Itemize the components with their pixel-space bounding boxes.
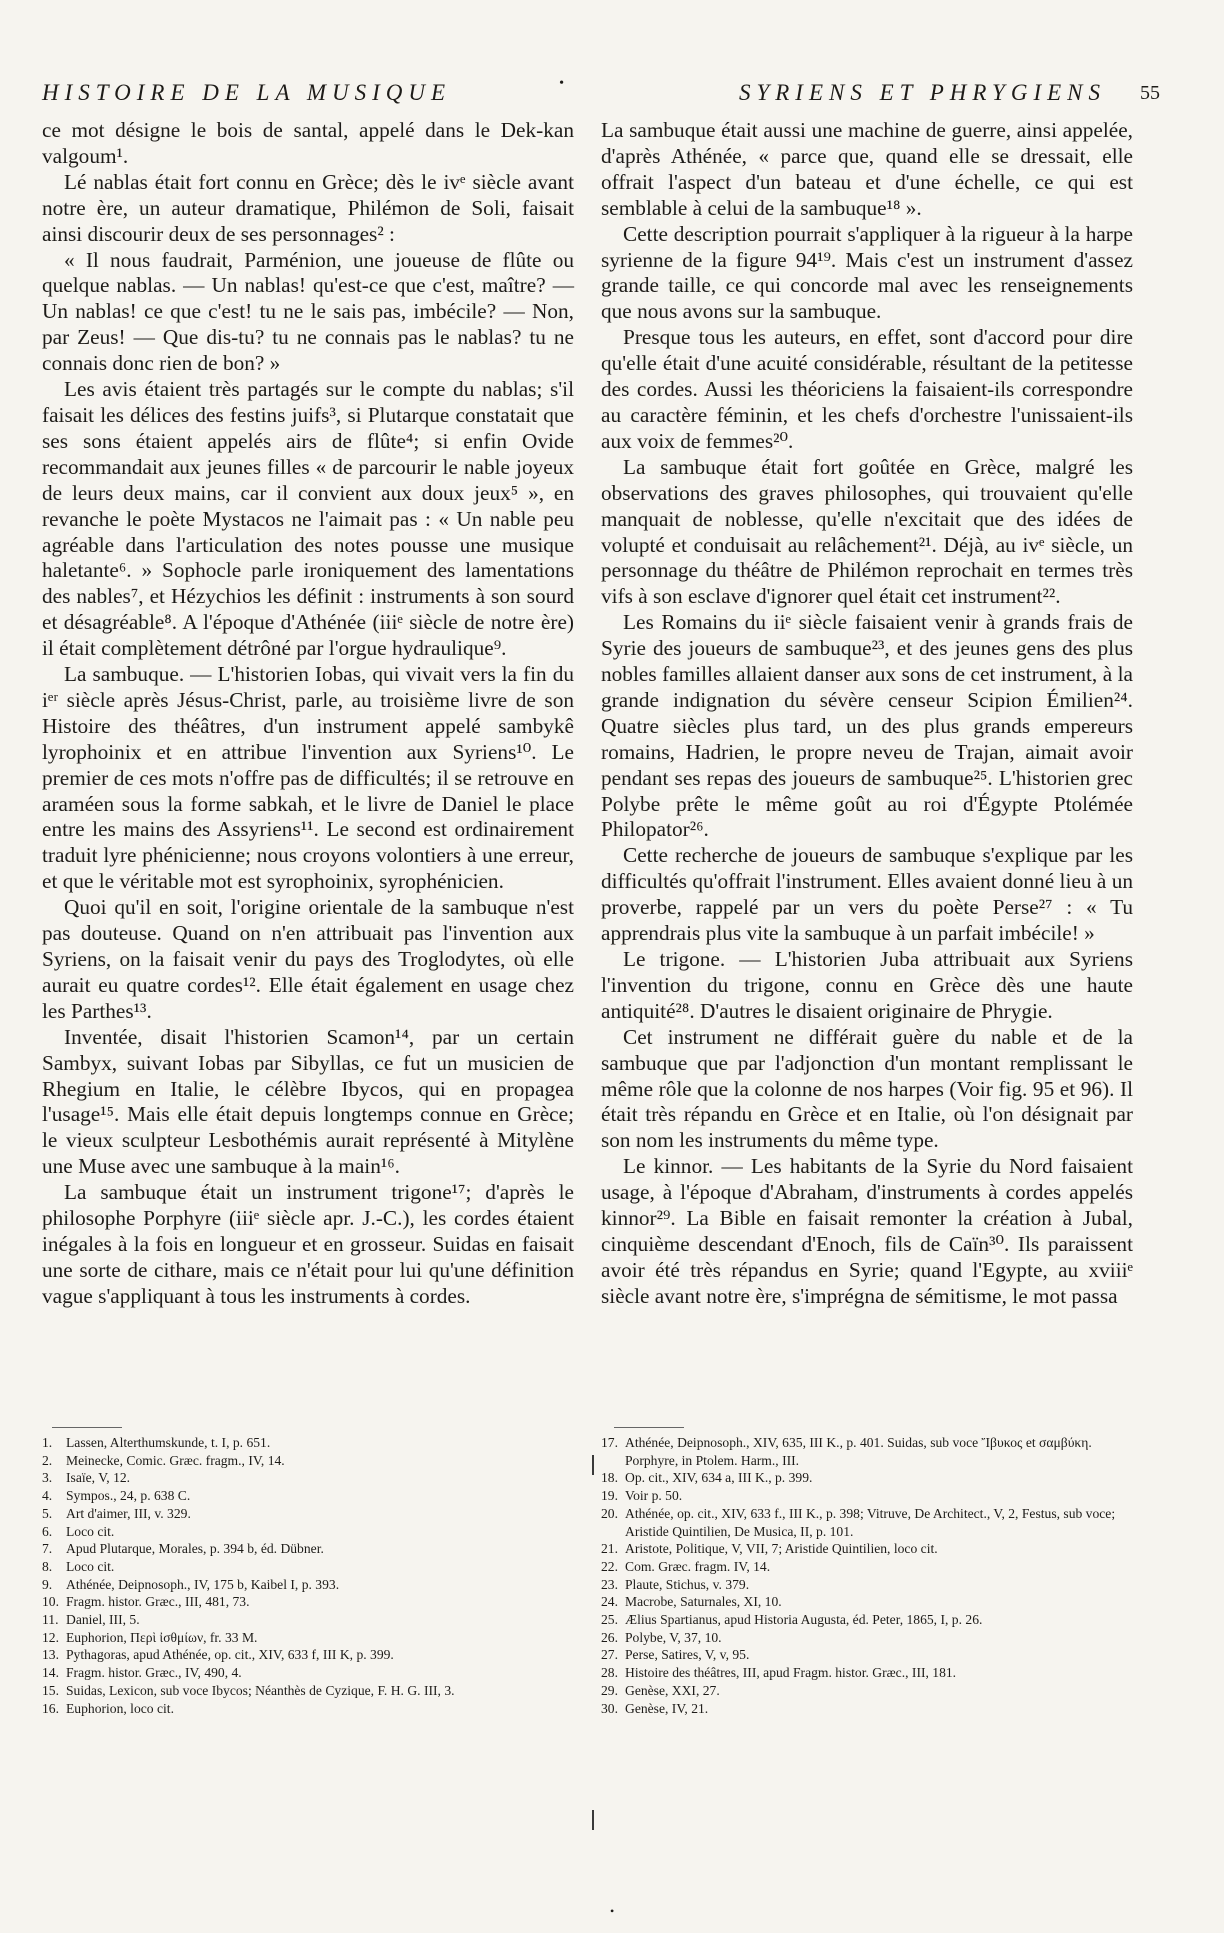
footnote-number: 17. xyxy=(601,1435,618,1450)
footnote xyxy=(601,1611,1133,1629)
running-title-left: HISTOIRE DE LA MUSIQUE xyxy=(42,80,452,105)
footnote xyxy=(601,1558,1133,1576)
footnote-number: 20. xyxy=(601,1505,618,1521)
left-text-column xyxy=(42,118,574,1310)
footnote-text: Histoire des théâtres, III, apud Fragm. histor. Græc., III, 181. xyxy=(625,1665,957,1681)
footnote-number: 14. xyxy=(42,1665,59,1681)
quotation-paragraph: « Il nous faudrait, Parménion, une joueuse de flûte ou quelque nablas. — Un nablas! qu'est-ce que c'est, maître? — Un nablas! ce que c'est! tu ne le sais pas, imbécile? — Non, par Zeus! — Que dis-tu? tu ne connais pas le nablas? tu ne connais donc rien de bon? » xyxy=(42,247,574,376)
footnote-number: 19. xyxy=(601,1488,618,1504)
footnote-text: Perse, Satires, V, v, 95. xyxy=(625,1647,750,1663)
footnote xyxy=(42,1558,574,1576)
footnote-number: 4. xyxy=(42,1488,53,1504)
footnote xyxy=(42,1593,574,1611)
footnote-text: Ælius Spartianus, apud Historia Augusta, éd. Peter, 1865, I, p. 26. xyxy=(625,1612,983,1628)
footnote-rule xyxy=(52,1427,122,1428)
footnote-number: 23. xyxy=(601,1576,618,1592)
paragraph: La sambuque était un instrument trigone¹⁷; d'après le philosophe Porphyre (iiiᵉ siècle apr. J.-C.), les cordes étaient inégales à la fois en longueur et en grosseur. Suidas en faisait une sorte de cithare, mais ce n'était pour lui qu'une définition vague s'appliquant à tous les instruments à cordes. xyxy=(42,1180,574,1308)
footnote xyxy=(42,1629,574,1647)
footnote-number: 25. xyxy=(601,1612,618,1628)
footnote-text: Daniel, III, 5. xyxy=(66,1612,140,1628)
footnote xyxy=(601,1646,1133,1664)
footnote xyxy=(601,1434,1133,1469)
footnote xyxy=(42,1664,574,1682)
paragraph: Presque tous les auteurs, en effet, sont d'accord pour dire qu'elle était d'une acuité considérable, résultant de la petitesse des cordes. Aussi les théoriciens la faisaient-ils correspondre au caractère féminin, et les chefs d'orchestre l'unissaient-ils aux voix de femmes²⁰. xyxy=(601,325,1133,453)
footnote-number: 28. xyxy=(601,1665,618,1681)
section-sambuque: La sambuque. — L'historien Iobas, qui vivait vers la fin du iᵉʳ siècle après Jésus-Christ, parle, au troisième livre de son Histoire des théâtres, d'un instrument appelé sambykê lyrophoinix et en attribue l'invention aux Syriens¹⁰. Le premier de ces mots n'offre pas de difficultés; il se retrouve en araméen sous la forme sabkah, et le livre de Daniel le place entre les mains des Assyriens¹¹. Le second est ordinairement traduit lyre phénicienne; nous croyons volontiers à une erreur, et que le véritable mot est syrophoinix, syrophénicien. xyxy=(42,662,574,894)
bottom-ornament: • xyxy=(610,1904,615,1918)
footnote-text: Loco cit. xyxy=(66,1523,115,1539)
footnote-number: 9. xyxy=(42,1576,53,1592)
footnote xyxy=(42,1700,574,1718)
footnote-number: 8. xyxy=(42,1558,53,1574)
footnote xyxy=(42,1469,574,1487)
footnote-text: Meinecke, Comic. Græc. fragm., IV, 14. xyxy=(66,1452,285,1468)
footnote-number: 6. xyxy=(42,1523,53,1539)
footnotes-right xyxy=(601,1434,1133,1717)
footnote xyxy=(601,1540,1133,1558)
footnote-number: 18. xyxy=(601,1470,618,1486)
footnote xyxy=(601,1487,1133,1505)
footnote-number: 22. xyxy=(601,1558,618,1574)
footnote-text: Lassen, Alterthumskunde, t. I, p. 651. xyxy=(66,1435,271,1450)
gutter-mark xyxy=(592,1455,594,1475)
footnote-number: 11. xyxy=(42,1612,59,1628)
footnote-number: 15. xyxy=(42,1682,59,1698)
footnote xyxy=(601,1700,1133,1718)
footnote xyxy=(42,1682,574,1700)
footnote xyxy=(42,1576,574,1594)
gutter-mark xyxy=(592,1810,594,1830)
footnote-text: Com. Græc. fragm. IV, 14. xyxy=(625,1558,771,1574)
paragraph: Cette recherche de joueurs de sambuque s'explique par les difficultés qu'offrait l'instrument. Elles avaient donné lieu à un proverbe, rappelé par un vers du poète Perse²⁷ : « Tu apprendrais plus vite la sambuque à un parfait imbécile! » xyxy=(601,843,1133,946)
footnote-text: Op. cit., XIV, 634 a, III K., p. 399. xyxy=(625,1470,813,1486)
footnote-text: Polybe, V, 37, 10. xyxy=(625,1629,722,1645)
footnotes-left xyxy=(42,1434,574,1717)
footnote-number: 10. xyxy=(42,1594,59,1610)
paragraph: Lé nablas était fort connu en Grèce; dès le ivᵉ siècle avant notre ère, un auteur dramatique, Philémon de Soli, faisait ainsi discourir deux de ses personnages² : xyxy=(42,169,574,246)
footnote-number: 16. xyxy=(42,1700,59,1716)
footnote-number: 3. xyxy=(42,1470,53,1486)
footnote xyxy=(42,1611,574,1629)
footnote xyxy=(601,1593,1133,1611)
footnote-text: Aristote, Politique, V, VII, 7; Aristide Quintilien, loco cit. xyxy=(625,1541,938,1557)
footnote-text: Suidas, Lexicon, sub voce Ibycos; Néanthès de Cyzique, F. H. G. III, 3. xyxy=(66,1682,455,1698)
footnote-text: Athénée, op. cit., XIV, 633 f., III K., p. 398; Vitruve, De Architect., V, 2, Festus, sub voce; Aristide Quintilien, De Musica, II, p. 101. xyxy=(625,1505,1116,1539)
footnote-number: 7. xyxy=(42,1541,53,1557)
paragraph: Les avis étaient très partagés sur le compte du nablas; s'il faisait les délices des festins juifs³, si Plutarque constatait que ses sons étaient appelés airs de flûte⁴; si enfin Ovide recommandait aux jeunes filles « de parcourir le nable joyeux de leurs deux mains, car il convient aux doux jeux⁵ », en revanche le poète Mystacos ne l'aimait pas : « Un nable peu agréable dans l'articulation des notes pousse une musique haletante⁶. » Sophocle parle ironiquement des lamentations des nables⁷, et Hézychios les définit : instruments à son sourd et désagréable⁸. A l'époque d'Athénée (iiiᵉ siècle de notre ère) il était complètement détrôné par l'orgue hydraulique⁹. xyxy=(42,377,574,661)
footnote-text: Pythagoras, apud Athénée, op. cit., XIV, 633 f, III K, p. 399. xyxy=(66,1647,394,1663)
footnote-text: Apud Plutarque, Morales, p. 394 b, éd. Dübner. xyxy=(66,1541,324,1557)
footnote xyxy=(601,1664,1133,1682)
paragraph: Inventée, disait l'historien Scamon¹⁴, par un certain Sambyx, suivant Iobas par Sibyllas, ce fut un musicien de Rhegium en Italie, le célèbre Ibycos, qui en propagea l'usage¹⁵. Mais elle était depuis longtemps connue en Grèce; le vieux sculpteur Lesbothémis aurait représenté à Mitylène une Muse avec une sambuque à la main¹⁶. xyxy=(42,1024,574,1179)
paragraph: ce mot désigne le bois de santal, appelé dans le Dek-kan valgoum¹. xyxy=(42,118,574,168)
paragraph: La sambuque était fort goûtée en Grèce, malgré les observations des graves philosophes, qui trouvaient qu'elle manquait de noblesse, qu'elle n'excitait que des idées de volupté et conduisait au relâchement²¹. Déjà, au ivᵉ siècle, un personnage du théâtre de Philémon reprochait en termes très vifs à son esclave d'ignorer quel était cet instrument²². xyxy=(601,454,1133,609)
footnote xyxy=(601,1629,1133,1647)
header-ornament: • xyxy=(559,76,570,91)
footnote-text: Fragm. histor. Græc., IV, 490, 4. xyxy=(66,1665,242,1681)
footnote-number: 13. xyxy=(42,1647,59,1663)
running-title-right: SYRIENS ET PHRYGIENS xyxy=(738,80,1106,105)
footnote-number: 30. xyxy=(601,1700,618,1716)
footnote-text: Athénée, Deipnosoph., IV, 175 b, Kaibel I, p. 393. xyxy=(66,1576,340,1592)
footnote xyxy=(42,1434,574,1452)
footnote xyxy=(601,1576,1133,1594)
footnote-text: Plaute, Stichus, v. 379. xyxy=(625,1576,750,1592)
footnote-number: 24. xyxy=(601,1594,618,1610)
footnote-text: Genèse, XXI, 27. xyxy=(625,1682,720,1698)
footnote-number: 27. xyxy=(601,1647,618,1663)
footnote-text: Macrobe, Saturnales, XI, 10. xyxy=(625,1594,782,1610)
footnote-number: 12. xyxy=(42,1629,59,1645)
footnote xyxy=(601,1505,1133,1540)
footnote-text: Genèse, IV, 21. xyxy=(625,1700,709,1716)
section-kinnor: Le kinnor. — Les habitants de la Syrie du Nord faisaient usage, à l'époque d'Abraham, d'instruments à cordes appelés kinnor²⁹. La Bible en faisait remonter la création à Jubal, cinquième descendant d'Enoch, fils de Caïn³⁰. Ils paraissent avoir été très répandus en Syrie; quand l'Egypte, au xviiiᵉ siècle avant notre ère, s'imprégna de sémitisme, le mot passa xyxy=(601,1154,1133,1308)
footnote-number: 29. xyxy=(601,1682,618,1698)
right-text-column xyxy=(601,118,1133,1310)
footnote xyxy=(42,1646,574,1664)
footnote-number: 21. xyxy=(601,1541,618,1557)
running-header xyxy=(38,76,1160,112)
footnote xyxy=(601,1469,1133,1487)
footnote-text: Loco cit. xyxy=(66,1558,115,1574)
paragraph: Quoi qu'il en soit, l'origine orientale de la sambuque n'est pas douteuse. Quand on n'en attribuait pas l'invention aux Syriens, on la faisait venir du pays des Troglodytes, où elle aurait eu quatre cordes¹². Elle était également en usage chez les Parthes¹³. xyxy=(42,895,574,1023)
paragraph: La sambuque était aussi une machine de guerre, ainsi appelée, d'après Athénée, « parce que, quand elle se dressait, elle offrait l'aspect d'un bateau et d'une échelle, ce qui est semblable à celui de la sambuque¹⁸ ». xyxy=(601,118,1133,220)
footnote-text: Sympos., 24, p. 638 C. xyxy=(66,1488,191,1504)
footnote-number: 5. xyxy=(42,1505,53,1521)
section-trigone: Le trigone. — L'historien Juba attribuait aux Syriens l'invention du trigone, connu en Grèce dès une haute antiquité²⁸. D'autres le disaient originaire de Phrygie. xyxy=(601,947,1133,1023)
footnote xyxy=(42,1523,574,1541)
footnote xyxy=(42,1540,574,1558)
footnote-text: Art d'aimer, III, v. 329. xyxy=(66,1505,191,1521)
footnote-text: Euphorion, loco cit. xyxy=(66,1700,174,1716)
footnote-number: 1. xyxy=(42,1435,53,1450)
footnote xyxy=(42,1452,574,1470)
footnote-text: Euphorion, Περὶ ἰσθμίων, fr. 33 M. xyxy=(66,1629,258,1645)
paragraph: Cet instrument ne différait guère du nable et de la sambuque que par l'adjonction d'un montant remplissant le même rôle que la colonne de nos harpes (Voir fig. 95 et 96). Il était très répandu en Grèce et en Italie, où l'on désignait par son nom les instruments du même type. xyxy=(601,1024,1133,1153)
footnote-number: 26. xyxy=(601,1629,618,1645)
footnote-text: Voir p. 50. xyxy=(625,1488,683,1504)
footnote xyxy=(601,1682,1133,1700)
paragraph: Les Romains du iiᵉ siècle faisaient venir à grands frais de Syrie des joueurs de sambuque²³, et des jeunes gens des plus nobles familles allaient danser aux sons de cet instrument, à la grande indignation du sévère censeur Scipion Émilien²⁴. Quatre siècles plus tard, un des plus grands empereurs romains, Hadrien, le propre neveu de Trajan, aimait avoir pendant ses repas des joueurs de sambuque²⁵. L'historien grec Polybe prête le même goût au roi d'Égypte Ptolémée Philopator²⁶. xyxy=(601,610,1133,842)
page-number: 55 xyxy=(1140,82,1160,104)
footnote-number: 2. xyxy=(42,1452,53,1468)
footnote xyxy=(42,1487,574,1505)
footnote-text: Isaïe, V, 12. xyxy=(66,1470,131,1486)
footnote-text: Fragm. histor. Græc., III, 481, 73. xyxy=(66,1594,250,1610)
footnote-text: Athénée, Deipnosoph., XIV, 635, III K., p. 401. Suidas, sub voce Ἴβυκος et σαμβύκη. Porphyre, in Ptolem. Harm., III. xyxy=(625,1435,1092,1468)
footnote-rule xyxy=(614,1427,684,1428)
footnote xyxy=(42,1505,574,1523)
paragraph: Cette description pourrait s'appliquer à la rigueur à la harpe syrienne de la figure 94¹⁹. Mais c'est un instrument d'assez grande taille, ce qui concorde mal avec les renseignements que nous avons sur la sambuque. xyxy=(601,221,1133,324)
